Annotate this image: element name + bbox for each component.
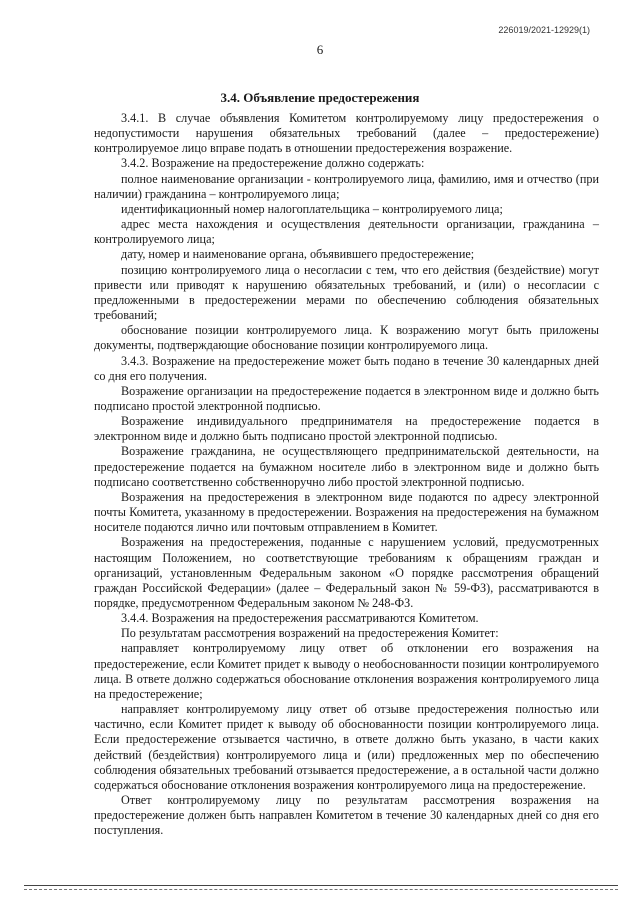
paragraph-response-deadline: Ответ контролируемому лицу по результатам рассмотрения возражения на предостережение должен быть направлен Комитетом в течение 30 календарных дней со дня его поступления.	[94, 793, 599, 838]
page-number: 6	[316, 42, 324, 57]
list-item-full-name: полное наименование организации - контролируемого лица, фамилию, имя и отчество (при наличии) гражданина – контролируемого лица;	[94, 171, 599, 201]
list-item-revocation: направляет контролируемому лицу ответ об отзыве предостережения полностью или частично, если Комитет придет к выводу об обоснованности позиции контролируемого лица. Если предостережение отзывается частично, в ответе должно быть указано, в части каких действий (бездействия) контролируемого лица и (или) предложенных мер по обеспечению соблюдения обязательных требований отзывается предостережение, а в остальной части должно содержаться обоснование отклонения возражения контролируемого лица на предостережение.	[94, 702, 599, 792]
page-bottom-scan-artifact	[24, 889, 618, 890]
paragraph-electronic-submission: Возражения на предостережения в электронном виде подаются по адресу электронной почты Комитета, указанному в предостережении. Возражения на предостережения на бумажном носителе подаются лично или почтовым отправлением в Комитет.	[94, 489, 599, 535]
list-item-position: позицию контролируемого лица о несогласии с тем, что его действия (бездействие) могут привести или приводят к нарушению обязательных требований, и (или) о несогласии с предложенными в предостережении мерами по обеспечению соблюдения обязательных требований;	[94, 262, 599, 323]
paragraph-citizen-objection: Возражение гражданина, не осуществляющего предпринимательской деятельности, на предостережение подается на бумажном носителе либо в электронном виде и должно быть подписано соответственно собственноручно либо простой электронной подписью.	[94, 444, 599, 489]
paragraph-organization-objection: Возражение организации на предостережение подается в электронном виде и должно быть подписано простой электронной подписью.	[94, 383, 599, 413]
paragraph-3-4-3: 3.4.3. Возражение на предостережение может быть подано в течение 30 календарных дней со дня его получения.	[94, 353, 599, 383]
list-item-inn: идентификационный номер налогоплательщика – контролируемого лица;	[121, 201, 503, 216]
page-bottom-rule	[24, 885, 618, 886]
document-body	[94, 111, 599, 839]
paragraph-3-4-1: 3.4.1. В случае объявления Комитетом контролируемому лицу предостережения о недопустимости нарушения обязательных требований (далее – предостережение) контролируемое лицо вправе подать в отношении предостережения возражение.	[94, 111, 599, 156]
document-number: 226019/2021-12929(1)	[498, 25, 590, 35]
list-item-address: адрес места нахождения и осуществления деятельности организации, гражданина – контролируемого лица;	[94, 217, 599, 247]
paragraph-violating-objections: Возражения на предостережения, поданные с нарушением условий, предусмотренных настоящим Положением, но соответствующие требованиям к обращениям граждан и организаций, установленным Федеральным законом «О порядке рассмотрения обращений граждан Российской Федерации» (далее – Федеральный закон № 59-ФЗ), рассматриваются в порядке, предусмотренном Федеральным законом № 248-ФЗ.	[94, 535, 599, 610]
paragraph-3-4-4: 3.4.4. Возражения на предостережения рассматриваются Комитетом.	[121, 611, 479, 626]
paragraph-review-results: По результатам рассмотрения возражений на предостережения Комитет:	[121, 626, 499, 641]
list-item-rejection: направляет контролируемому лицу ответ об отклонении его возражения на предостережение, если Комитет придет к выводу о необоснованности позиции контролируемого лица. В ответе должно содержаться обоснование отклонения возражения контролируемого лица на предостережение;	[94, 641, 599, 701]
paragraph-3-4-2: 3.4.2. Возражение на предостережение должно содержать:	[121, 156, 425, 171]
list-item-date-number: дату, номер и наименование органа, объявившего предостережение;	[121, 247, 475, 262]
paragraph-entrepreneur-objection: Возражение индивидуального предпринимателя на предостережение подается в электронном виде и должно быть подписано простой электронной подписью.	[94, 414, 599, 444]
list-item-justification: обоснование позиции контролируемого лица. К возражению могут быть приложены документы, подтверждающие обоснование позиции контролируемого лица.	[94, 323, 599, 353]
section-title: 3.4. Объявление предостережения	[220, 90, 420, 105]
